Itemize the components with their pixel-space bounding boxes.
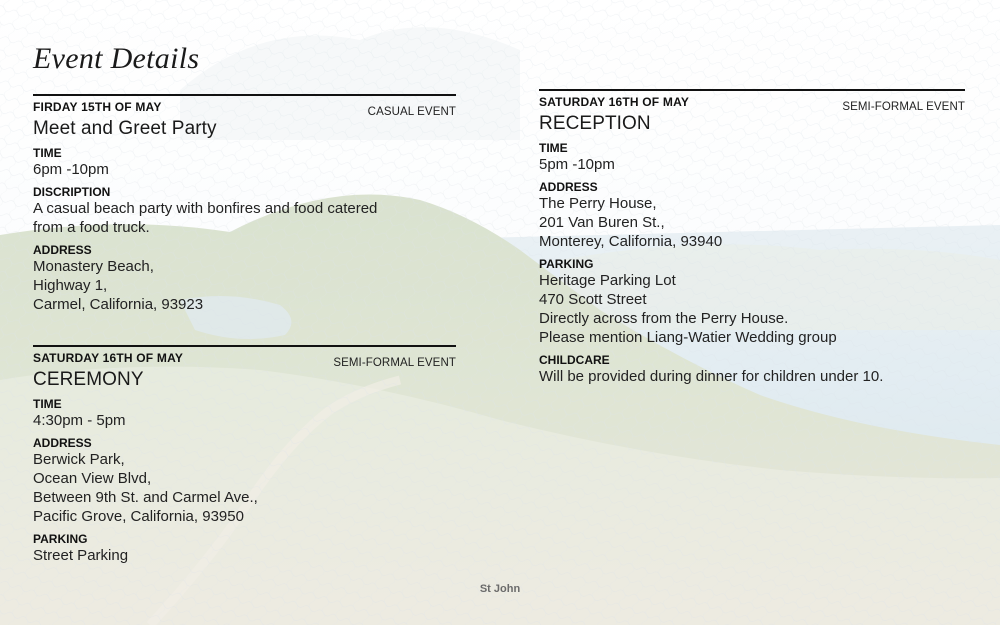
time-label: TIME [539, 141, 568, 155]
address-line: Ocean View Blvd, [33, 470, 152, 487]
time-label: TIME [33, 146, 62, 160]
event-name: RECEPTION [539, 113, 651, 134]
parking-line: Please mention Liang-Watier Wedding group [539, 329, 837, 346]
parking-line: Street Parking [33, 547, 129, 564]
address-line: Between 9th St. and Carmel Ave., [33, 489, 258, 506]
event-type: SEMI-FORMAL EVENT [842, 101, 965, 113]
event-reception [539, 89, 965, 386]
event-name: CEREMONY [33, 369, 144, 390]
time-label: TIME [33, 397, 62, 411]
description-line: A casual beach party with bonfires and food catered [33, 200, 378, 217]
time-value: 5pm -10pm [539, 156, 615, 173]
childcare-label: CHILDCARE [539, 353, 610, 367]
parking-label: PARKING [539, 257, 594, 271]
address-line: Pacific Grove, California, 93950 [33, 508, 244, 525]
address-line: The Perry House, [539, 195, 657, 212]
parking-label: PARKING [33, 532, 88, 546]
page-title: Event Details [33, 42, 200, 75]
event-type: SEMI-FORMAL EVENT [333, 357, 456, 369]
event-date: SATURDAY 16TH OF MAY [33, 351, 184, 365]
parking-line: Heritage Parking Lot [539, 272, 676, 289]
parking-line: 470 Scott Street [539, 291, 647, 308]
event-type: CASUAL EVENT [367, 106, 456, 118]
address-label: ADDRESS [33, 436, 92, 450]
address-line: Carmel, California, 93923 [33, 296, 204, 313]
event-meet-and-greet [33, 94, 456, 314]
description-label: DISCRIPTION [33, 185, 111, 199]
address-label: ADDRESS [33, 243, 92, 257]
event-name: Meet and Greet Party [33, 118, 217, 139]
event-ceremony [33, 345, 456, 565]
address-line: Monastery Beach, [33, 258, 154, 275]
address-line: 201 Van Buren St., [539, 214, 665, 231]
photo-caption: St John [479, 583, 521, 595]
address-line: Highway 1, [33, 277, 108, 294]
description-line: from a food truck. [33, 219, 150, 236]
parking-line: Directly across from the Perry House. [539, 310, 789, 327]
event-date: SATURDAY 16TH OF MAY [539, 95, 690, 109]
address-line: Berwick Park, [33, 451, 125, 468]
event-date: FIRDAY 15TH OF MAY [33, 100, 162, 114]
time-value: 4:30pm - 5pm [33, 412, 126, 429]
childcare-line: Will be provided during dinner for children under 10. [539, 368, 884, 385]
address-label: ADDRESS [539, 180, 598, 194]
time-value: 6pm -10pm [33, 161, 109, 178]
address-line: Monterey, California, 93940 [539, 233, 723, 250]
